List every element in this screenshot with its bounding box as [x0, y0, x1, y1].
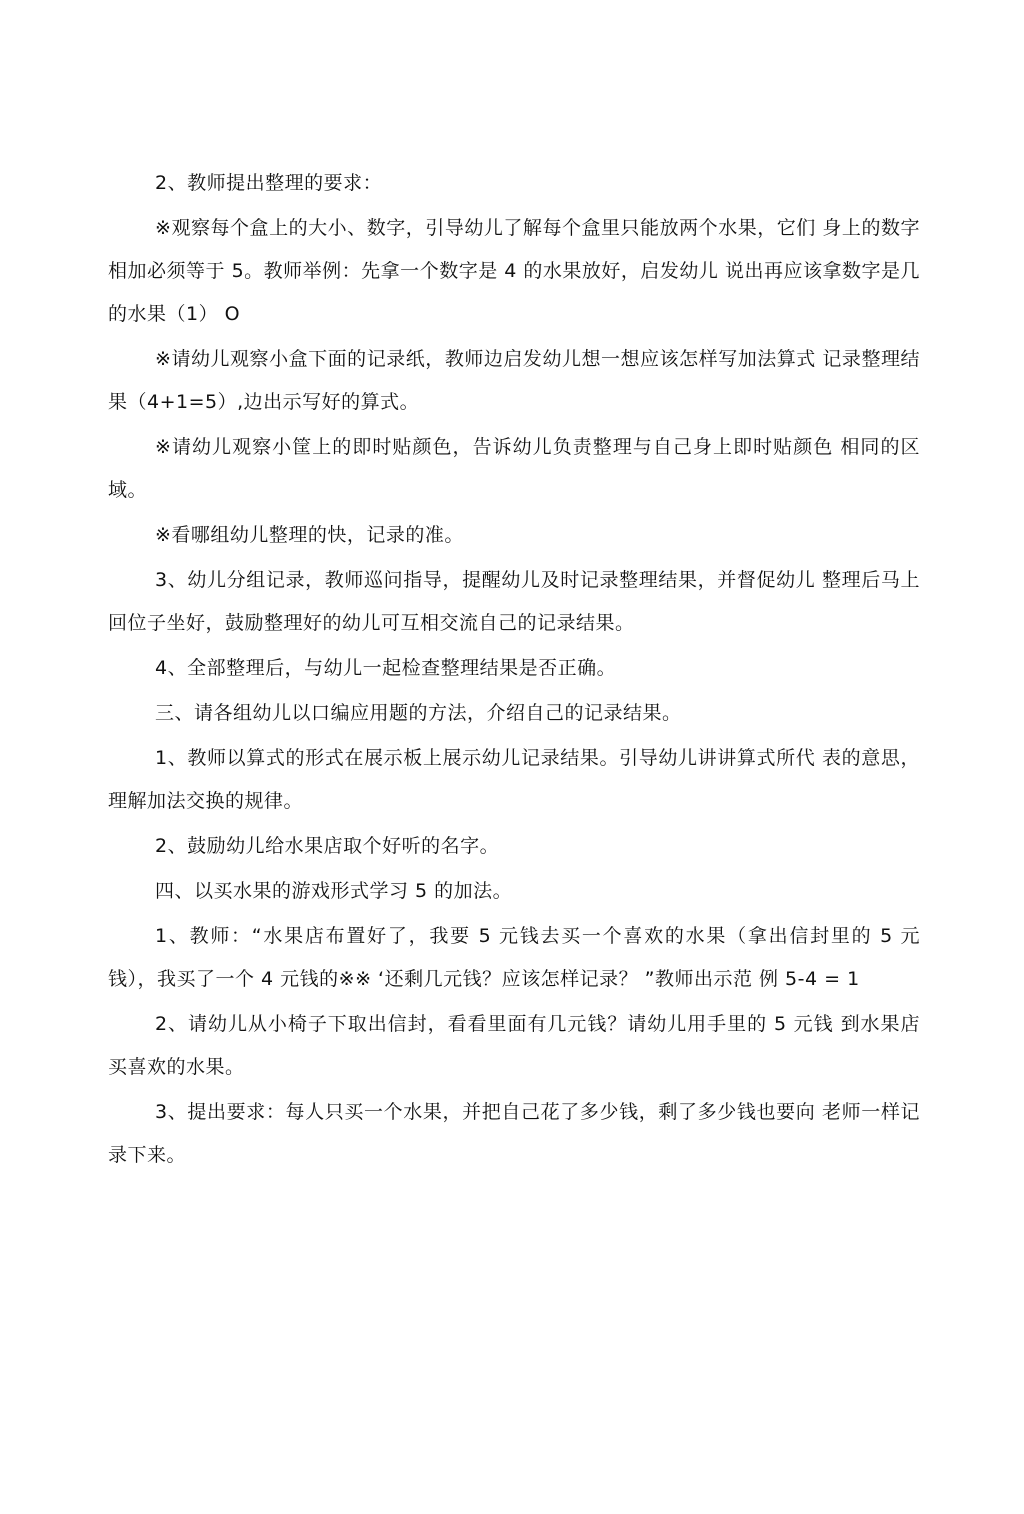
paragraph: ※请幼儿观察小盒下面的记录纸，教师边启发幼儿想一想应该怎样写加法算式 记录整理结果（4+1=5）,边出示写好的算式。 — [108, 348, 920, 413]
section-heading: 三、请各组幼儿以口编应用题的方法，介绍自己的记录结果。 — [155, 702, 682, 724]
paragraph: 2、请幼儿从小椅子下取出信封，看看里面有几元钱？请幼儿用手里的 5 元钱 到水果店买喜欢的水果。 — [108, 1013, 920, 1078]
paragraph: ※请幼儿观察小筐上的即时贴颜色，告诉幼儿负责整理与自己身上即时贴颜色 相同的区域。 — [108, 436, 920, 501]
paragraph: ※看哪组幼儿整理的快，记录的准。 — [155, 524, 464, 546]
paragraph: ※观察每个盒上的大小、数字，引导幼儿了解每个盒里只能放两个水果，它们 身上的数字相加必须等于 5。教师举例：先拿一个数字是 4 的水果放好，启发幼儿 说出再应该拿数字是几的水果（1） O — [108, 217, 920, 325]
paragraph: 3、幼儿分组记录，教师巡问指导，提醒幼儿及时记录整理结果，并督促幼儿 整理后马上回位子坐好，鼓励整理好的幼儿可互相交流自己的记录结果。 — [108, 569, 920, 634]
paragraph: 2、鼓励幼儿给水果店取个好听的名字。 — [155, 835, 500, 857]
paragraph: 2、教师提出整理的要求： — [155, 172, 383, 194]
paragraph: 4、全部整理后，与幼儿一起检查整理结果是否正确。 — [155, 657, 617, 679]
paragraph: 1、教师以算式的形式在展示板上展示幼儿记录结果。引导幼儿讲讲算式所代 表的意思，理解加法交换的规律。 — [108, 747, 920, 812]
document-body — [108, 162, 920, 1177]
paragraph: 1、教师：“水果店布置好了，我要 5 元钱去买一个喜欢的水果（拿出信封里的 5 元钱），我买了一个 4 元钱的※※ ‘还剩几元钱？应该怎样记录？ ”教师出示范 例 5-4 = 1 — [108, 925, 920, 990]
paragraph: 3、提出要求：每人只买一个水果，并把自己花了多少钱，剩了多少钱也要向 老师一样记录下来。 — [108, 1101, 920, 1166]
section-heading: 四、以买水果的游戏形式学习 5 的加法。 — [155, 880, 513, 902]
